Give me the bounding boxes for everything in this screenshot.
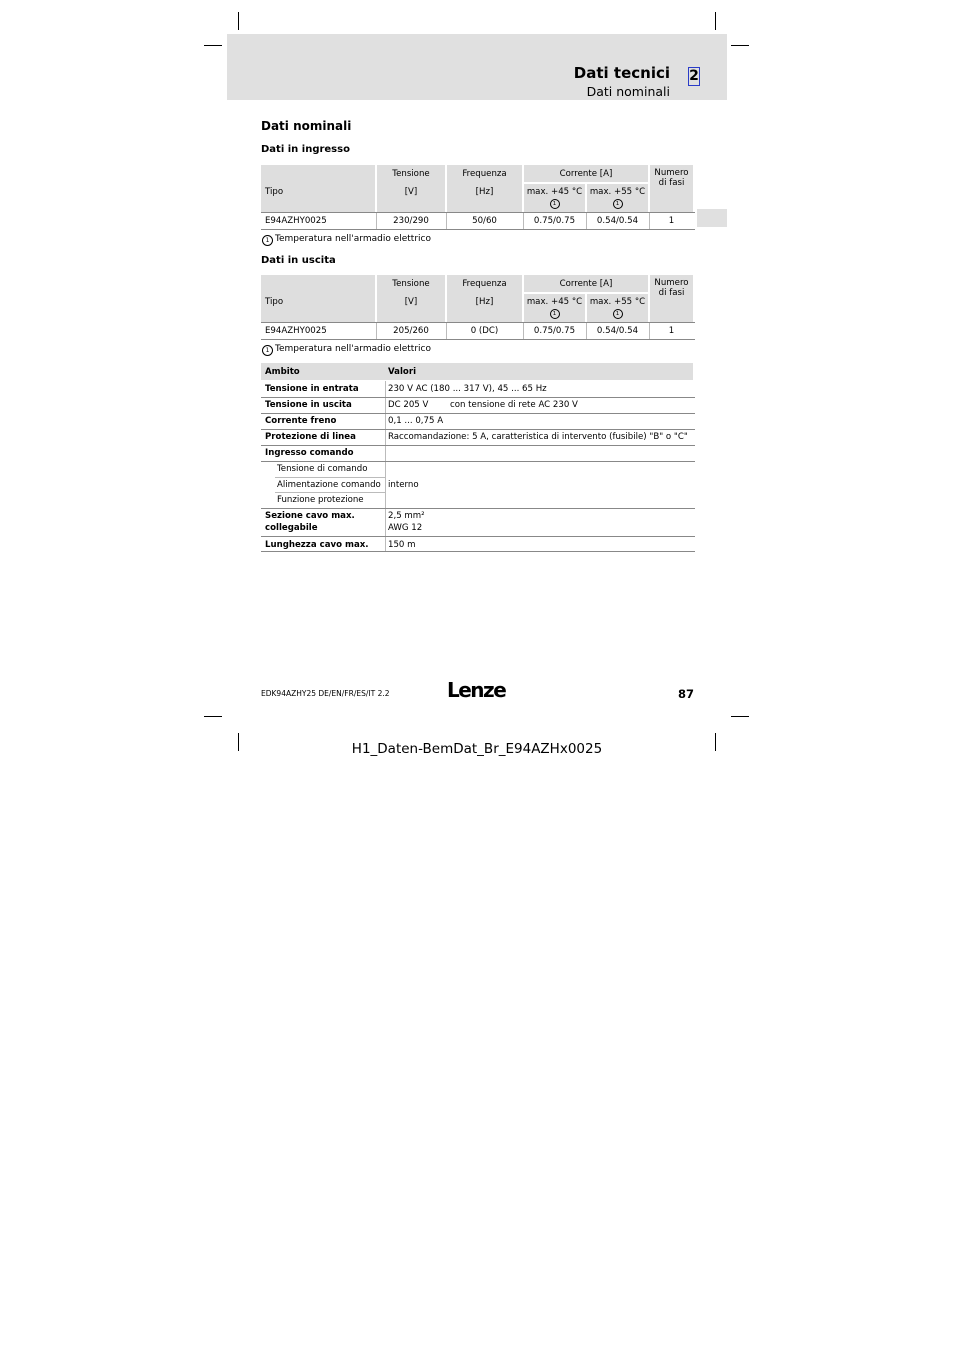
chapter-number-link[interactable]: 2 bbox=[689, 68, 699, 84]
header-cell-frequenza: Frequenza [Hz] bbox=[447, 165, 522, 212]
header-cell-c45: max. +45 °C 1 bbox=[524, 184, 585, 212]
header-cell-c55: max. +55 °C 1 bbox=[587, 184, 648, 212]
side-thumb-tab bbox=[697, 209, 727, 227]
header-cell-c55: max. +55 °C 1 bbox=[587, 294, 648, 322]
footnote-marker: 1 bbox=[613, 199, 623, 209]
crop-mark bbox=[238, 12, 239, 30]
header-cell-tipo: Tipo bbox=[261, 165, 375, 212]
input-footnote: 1 Temperatura nell'armadio elettrico bbox=[262, 234, 431, 246]
footnote-marker: 1 bbox=[262, 345, 273, 356]
section-title: Dati nominali bbox=[261, 119, 352, 133]
header-cell-corrente: Corrente [A] bbox=[524, 275, 648, 292]
crop-mark bbox=[715, 12, 716, 30]
footnote-marker: 1 bbox=[550, 199, 560, 209]
input-table-title: Dati in ingresso bbox=[261, 144, 350, 155]
output-footnote: 1 Temperatura nell'armadio elettrico bbox=[262, 344, 431, 356]
output-table bbox=[261, 275, 695, 340]
crop-mark bbox=[731, 716, 749, 717]
crop-mark bbox=[204, 45, 222, 46]
crop-mark bbox=[731, 45, 749, 46]
chapter-subtitle: Dati nominali bbox=[586, 84, 670, 99]
input-table bbox=[261, 165, 695, 230]
header-cell-fasi: Numero di fasi bbox=[650, 275, 693, 322]
spec-header: Ambito Valori bbox=[261, 363, 693, 380]
footnote-marker: 1 bbox=[613, 309, 623, 319]
table-row: E94AZHY0025 205/260 0 (DC) 0.75/0.75 0.54/0.54 1 bbox=[265, 326, 675, 336]
output-table-title: Dati in uscita bbox=[261, 255, 336, 266]
crop-mark bbox=[204, 716, 222, 717]
header-cell-tensione: Tensione [V] bbox=[377, 165, 445, 212]
table-row: E94AZHY0025 230/290 50/60 0.75/0.75 0.54/0.54 1 bbox=[265, 216, 675, 226]
footnote-marker: 1 bbox=[262, 235, 273, 246]
footer-doc-code: EDK94AZHY25 DE/EN/FR/ES/IT 2.2 bbox=[261, 689, 390, 698]
spec-table: Ambito Valori Tensione in entrata 230 V AC (180 ... 317 V), 45 ... 65 Hz Tensione in uscita DC 205 V con tensione di rete AC 230 V Corrente freno 0,1 ... 0,75 A Protezione di linea Raccomandazione: 5 A, caratteristica di intervento (fusibile) "B" o "C" Ingresso comando Tensione di comando Alimentazione comando interno Funzione protezione Sezione cavo max. collegabile 2,5 mm² AWG 12 Lunghezza cavo max. 150 m bbox=[261, 363, 695, 553]
header-cell-c45: max. +45 °C 1 bbox=[524, 294, 585, 322]
header-cell-frequenza: Frequenza [Hz] bbox=[447, 275, 522, 322]
document-id: H1_Daten-BemDat_Br_E94AZHx0025 bbox=[351, 741, 603, 757]
header-cell-tipo: Tipo bbox=[261, 275, 375, 322]
header-cell-fasi: Numero di fasi bbox=[650, 165, 693, 212]
header-cell-tensione: Tensione [V] bbox=[377, 275, 445, 322]
page-number: 87 bbox=[678, 687, 695, 701]
header-cell-corrente: Corrente [A] bbox=[524, 165, 648, 182]
lenze-logo: Lenze bbox=[447, 678, 506, 702]
chapter-title: Dati tecnici bbox=[573, 64, 670, 82]
footnote-marker: 1 bbox=[550, 309, 560, 319]
